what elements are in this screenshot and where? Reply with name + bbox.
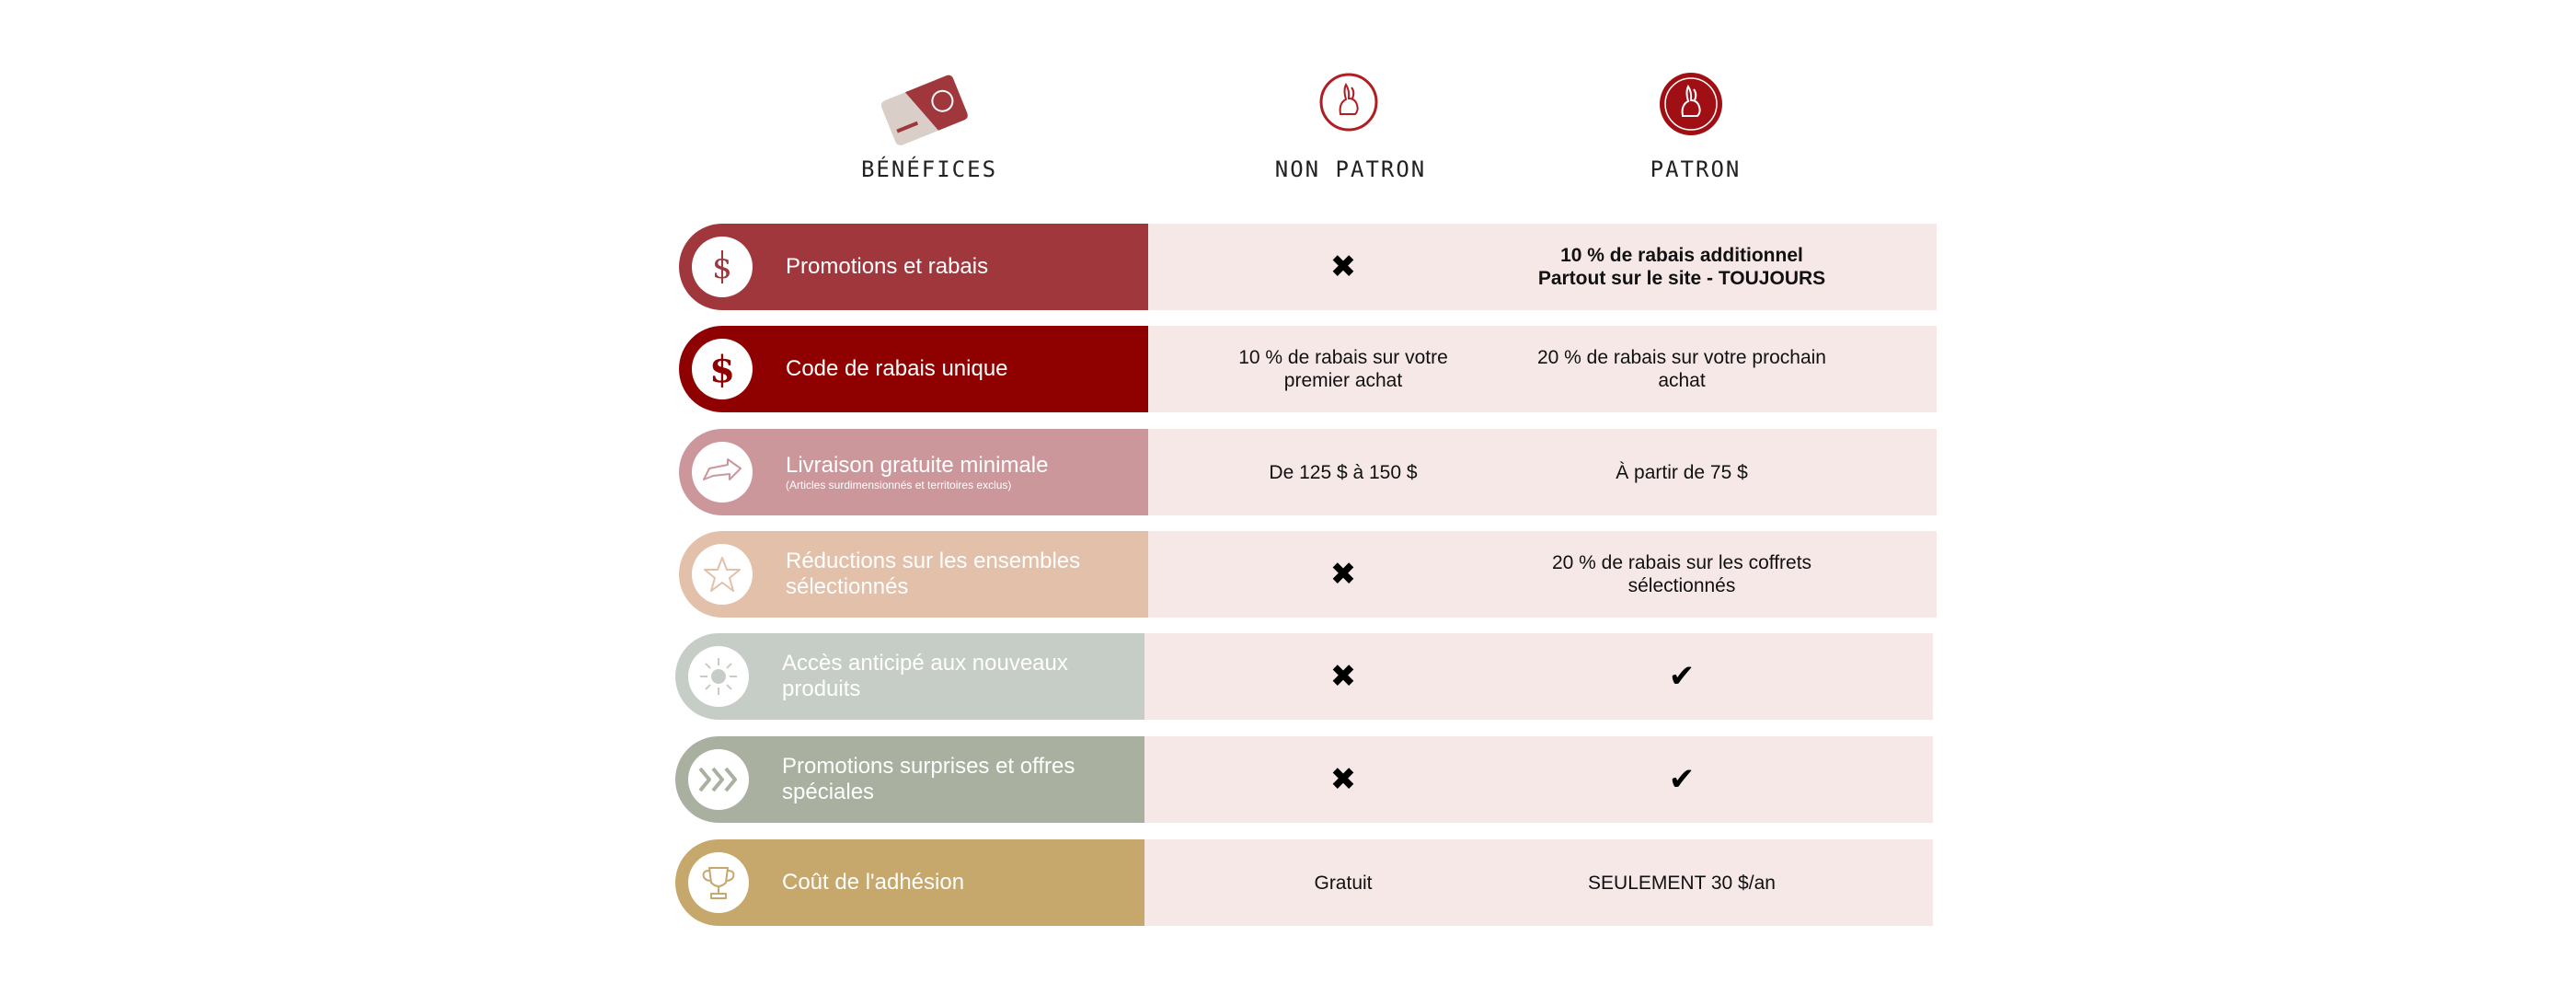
value-cells — [1144, 736, 1933, 823]
table-row — [675, 839, 1933, 926]
rabbit-filled-icon — [1659, 72, 1723, 141]
benefit-label: Accès anticipé aux nouveaux produits — [782, 651, 1068, 701]
benefit-pill — [675, 839, 1144, 926]
header-patron-label: PATRON — [1650, 156, 1742, 182]
benefit-pill — [675, 736, 1144, 823]
benefit-label: Code de rabais unique — [786, 356, 1008, 381]
table-row — [679, 429, 1937, 515]
non-patron-value — [1148, 531, 1538, 618]
non-patron-text: 10 % de rabais sur votre premier achat — [1238, 347, 1448, 391]
value-cells — [1148, 326, 1937, 412]
check-icon: ✔ — [1668, 657, 1696, 695]
benefit-pill — [679, 224, 1148, 310]
patron-value — [1491, 326, 1872, 412]
dollar-icon — [692, 237, 753, 297]
cross-icon: ✖ — [1329, 760, 1357, 798]
header-non-patron — [1231, 156, 1470, 182]
benefit-label: Réductions sur les ensembles sélectionnés — [786, 549, 1081, 599]
benefit-label: Promotions et rabais — [786, 254, 989, 279]
benefit-pill — [679, 429, 1148, 515]
table-row — [675, 633, 1933, 720]
patron-value — [1491, 224, 1872, 310]
svg-text:$: $ — [709, 349, 735, 389]
benefit-label: Coût de l'adhésion — [782, 870, 965, 895]
table-row — [675, 736, 1933, 823]
check-icon: ✔ — [1668, 760, 1696, 798]
benefit-pill — [679, 326, 1148, 412]
chevrons-icon — [688, 749, 749, 810]
non-patron-value: Gratuit — [1314, 872, 1373, 894]
table-row — [679, 224, 1937, 310]
benefit-label: Promotions surprises et offres spéciales — [782, 754, 1075, 804]
value-cells — [1148, 429, 1937, 515]
non-patron-value: De 125 $ à 150 $ — [1269, 461, 1418, 483]
patron-value — [1491, 633, 1872, 720]
value-cells — [1144, 839, 1933, 926]
truck-icon — [692, 442, 753, 503]
patron-value-line1: 10 % de rabais additionnel — [1560, 245, 1803, 266]
dollar-icon — [692, 339, 753, 399]
trophy-icon — [688, 852, 749, 913]
table-row — [679, 326, 1937, 412]
sun-icon — [688, 646, 749, 707]
star-icon — [692, 544, 753, 605]
value-cells — [1144, 633, 1933, 720]
header-non-patron-label: NON PATRON — [1274, 156, 1427, 182]
svg-text:$: $ — [712, 249, 732, 286]
rabbit-outline-icon — [1318, 72, 1379, 137]
benefit-pill — [679, 531, 1148, 618]
table-row — [679, 531, 1937, 618]
patron-text: 20 % de rabais sur les coffrets sélectionnés — [1551, 552, 1812, 596]
header-benefits — [810, 156, 1049, 182]
patron-value: SEULEMENT 30 $/an — [1588, 872, 1776, 894]
benefit-sublabel: (Articles surdimensionnés et territoires exclus) — [786, 479, 1012, 491]
cross-icon: ✖ — [1329, 555, 1357, 593]
patron-text: 20 % de rabais sur votre prochain achat — [1536, 347, 1826, 391]
non-patron-value — [1148, 736, 1538, 823]
benefit-label: Livraison gratuite minimale — [786, 453, 1049, 478]
patron-value — [1491, 531, 1872, 618]
cross-icon: ✖ — [1329, 248, 1357, 285]
membership-card-icon — [876, 70, 972, 152]
header-benefits-label: BÉNÉFICES — [860, 156, 998, 182]
non-patron-value — [1148, 633, 1538, 720]
value-cells — [1148, 531, 1937, 618]
patron-value-line2: Partout sur le site - TOUJOURS — [1537, 268, 1826, 289]
non-patron-value — [1148, 326, 1538, 412]
cross-icon: ✖ — [1329, 657, 1357, 695]
benefit-pill — [675, 633, 1144, 720]
patron-value: À partir de 75 $ — [1616, 461, 1748, 483]
non-patron-value — [1148, 224, 1538, 310]
patron-value — [1491, 736, 1872, 823]
value-cells — [1148, 224, 1937, 310]
header-patron — [1576, 156, 1815, 182]
